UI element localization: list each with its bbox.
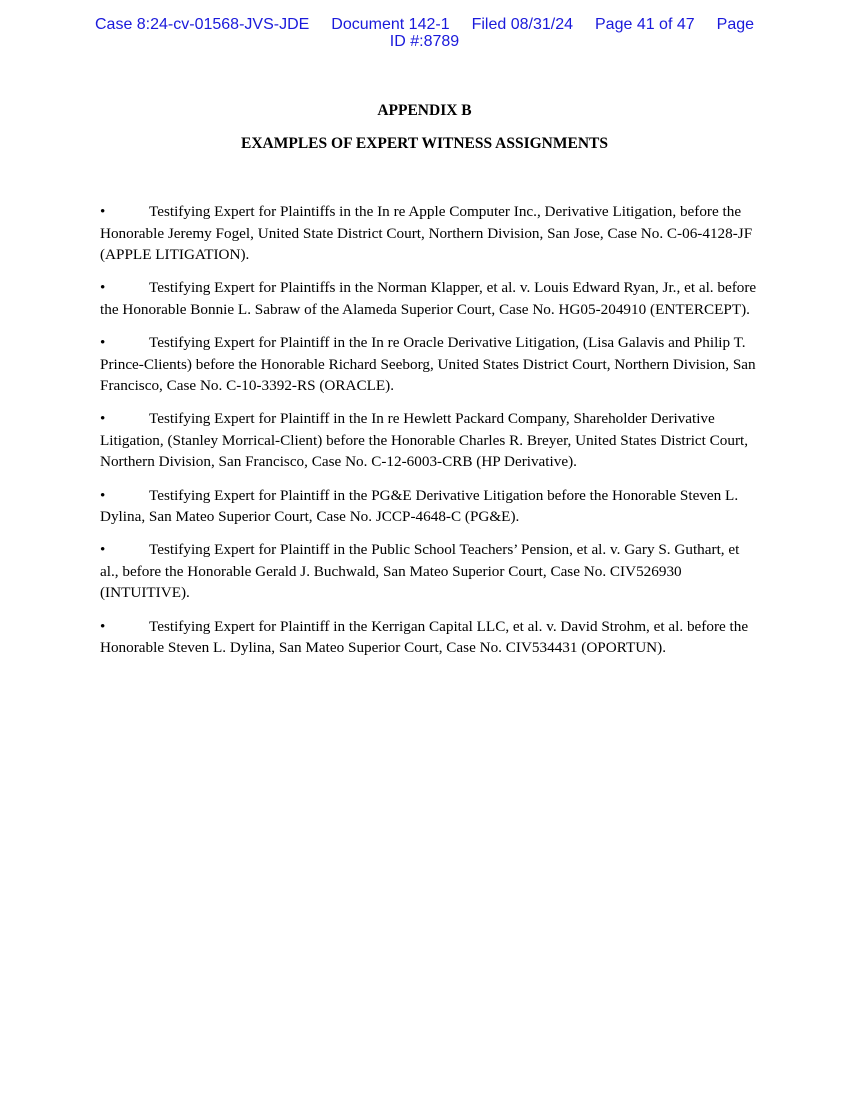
list-item [100,616,760,659]
bullet-icon: • [100,410,106,428]
case-number: Case 8:24-cv-01568-JVS-JDE [94,16,310,33]
bullet-icon: • [100,541,106,559]
list-item [100,332,760,397]
page-count: Page 41 of 47 [595,16,695,33]
page-word: Page [716,16,755,33]
appendix-subtitle: EXAMPLES OF EXPERT WITNESS ASSIGNMENTS [241,135,608,152]
page-id: ID #:8789 [389,33,460,50]
list-item [100,485,760,528]
assignment-text: Testifying Expert for Plaintiff in the In re Oracle Derivative Litigation, (Lisa Galavis and Philip T. Prince-Clients) before the Honorable Richard Seeborg, United States District Court, Northern Division, San Francisco, Case No. C-10-3392-RS (ORACLE). [100,333,756,395]
assignment-text: Testifying Expert for Plaintiffs in the Norman Klapper, et al. v. Louis Edward Ryan, Jr., et al. before the Honorable Bonnie L. Sabraw of the Alameda Superior Court, Case No. HG05-204910 (ENTERCEPT). [100,279,757,318]
bullet-icon: • [100,333,106,351]
document-number: Document 142-1 [331,16,450,33]
ecf-header-line [0,16,849,33]
bullet-icon: • [100,486,106,504]
filed-date: Filed 08/31/24 [471,16,573,33]
bullet-icon: • [100,279,106,297]
list-item [100,201,760,266]
bullet-icon: • [100,617,106,635]
assignment-list [100,201,760,670]
assignment-text: Testifying Expert for Plaintiff in the In re Hewlett Packard Company, Shareholder Derivative Litigation, (Stanley Morrical-Client) before the Honorable Charles R. Breyer, United States District Court, Northern Division, San Francisco, Case No. C-12-6003-CRB (HP Derivative). [100,410,749,471]
assignment-text: Testifying Expert for Plaintiffs in the In re Apple Computer Inc., Derivative Litigation, before the Honorable Jeremy Fogel, United State District Court, Northern Division, San Jose, Case No. C-06-4128-JF (APPLE LITIGATION). [100,203,753,264]
list-item [100,408,760,473]
assignment-text: Testifying Expert for Plaintiff in the PG&E Derivative Litigation before the Honorable Steven L. Dylina, San Mateo Superior Court, Case No. JCCP-4648-C (PG&E). [100,486,739,526]
assignment-text: Testifying Expert for Plaintiff in the Kerrigan Capital LLC, et al. v. David Strohm, et al. before the Honorable Steven L. Dylina, San Mateo Superior Court, Case No. CIV534431 (OPORTUN). [100,617,749,657]
appendix-title: APPENDIX B [377,102,472,119]
list-item [100,277,760,320]
ecf-filing-header [0,16,849,50]
list-item [100,539,760,604]
bullet-icon: • [100,203,106,220]
assignment-text: Testifying Expert for Plaintiff in the Public School Teachers’ Pension, et al. v. Gary S. Guthart, et al., before the Honorable Gerald J. Buchwald, San Mateo Superior Court, Case No. CIV526930 (INTUITIVE). [100,541,740,602]
